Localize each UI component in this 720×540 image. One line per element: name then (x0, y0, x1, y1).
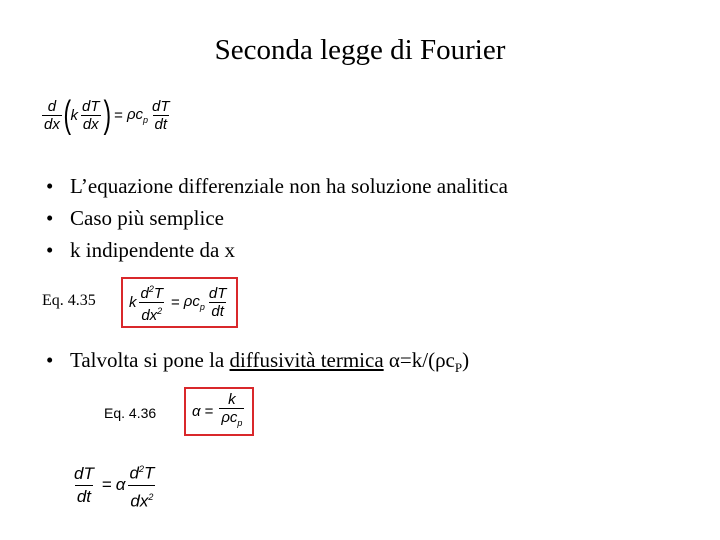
bullet-item: • L’equazione differenziale non ha soluzione analitica (46, 170, 508, 202)
main-equation (40, 96, 174, 134)
dT-dt-fraction: $\frac{dT}{dt}$ (208, 285, 227, 320)
dT-dt-fraction: $\frac{dT}{dt}$ (74, 463, 94, 506)
eq-435-label: Eq. 4.35 (42, 292, 96, 309)
alpha-symbol: α (192, 403, 201, 420)
eq-435-box (121, 277, 238, 328)
d2T-dx2-fraction: $\frac{d^2T}{dx^2}$ (129, 463, 155, 511)
rho-c-symbol: $\rho c_p$ (126, 105, 149, 125)
equals-sign: = (114, 106, 123, 124)
diffusivity-term: diffusività termica (229, 348, 384, 372)
bullet-dot: • (46, 174, 54, 198)
equals-sign: = (101, 475, 112, 495)
close-paren: ) (103, 94, 111, 136)
dT-dt-fraction: $\frac{dT}{dt}$ (152, 97, 170, 133)
bullet-list (46, 170, 508, 266)
equals-sign: = (204, 403, 214, 420)
bullet-item-diffusivity: • Talvolta si pone la diffusività termica $\alpha=k/(\rho c_P)$ (46, 344, 469, 384)
d-dx-fraction: $\frac{d}{dx}$ (44, 97, 60, 133)
alpha-symbol: α (115, 475, 126, 495)
bullet-item: • k indipendente da x (46, 234, 508, 266)
d2T-dx2-fraction: $\frac{d^2T}{dx^2}$ (140, 284, 164, 324)
k-symbol: k (129, 294, 137, 311)
eq-436-box (184, 387, 254, 436)
heat-equation (70, 458, 158, 512)
slide-title: Seconda legge di Fourier (214, 34, 506, 66)
k-over-rho-c-fraction: $\frac{k}{\rho c_p}$ (219, 391, 244, 432)
open-paren: ( (63, 94, 71, 136)
bullet-dot: • (46, 206, 54, 230)
bullet-dot: • (46, 238, 54, 262)
bullet-dot: • (46, 348, 54, 372)
equals-sign: = (171, 294, 180, 311)
eq-436-label: Eq. 4.36 (104, 405, 157, 421)
bullet-item: • Caso più semplice (46, 202, 508, 234)
rho-c-symbol: $\rho c_p$ (183, 293, 205, 312)
k-symbol: k (70, 106, 78, 124)
dT-dx-fraction: $\frac{dT}{dx}$ (82, 97, 100, 133)
